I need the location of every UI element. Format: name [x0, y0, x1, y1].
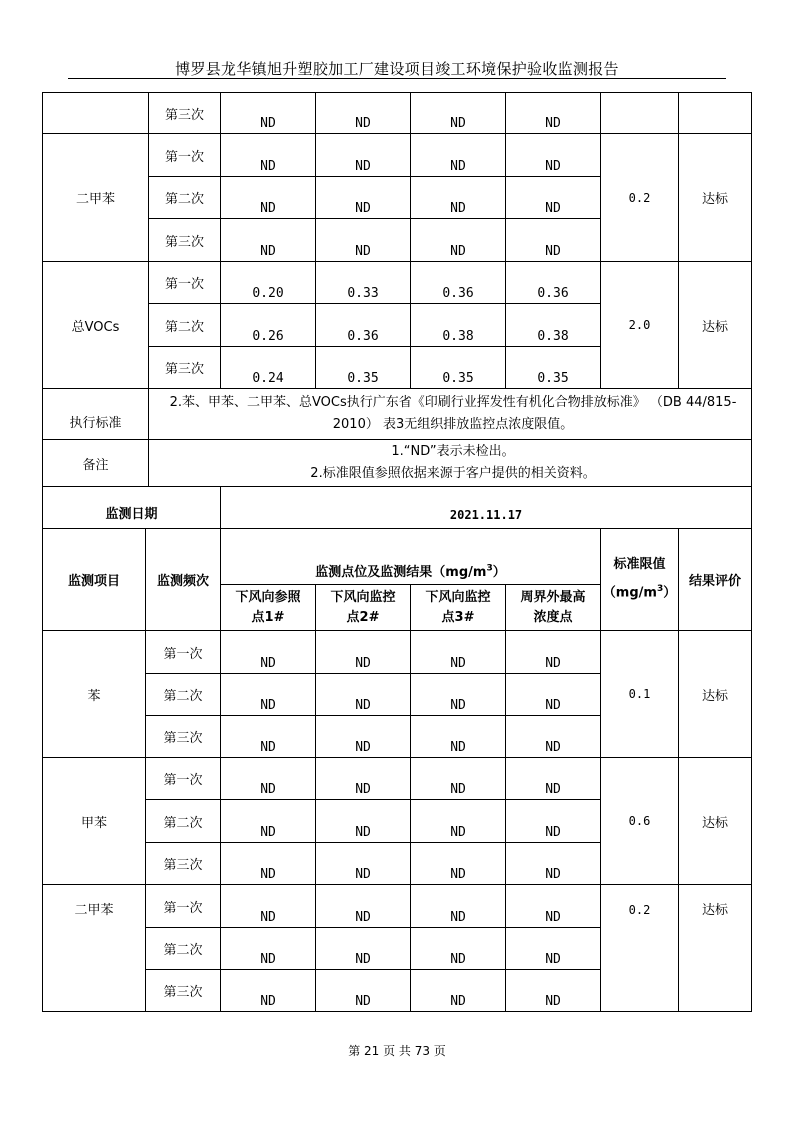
value-cell: 0.24 — [221, 347, 316, 389]
value-cell: ND — [506, 177, 601, 219]
item-cell: 二甲苯 — [43, 885, 146, 1012]
value-cell: ND — [221, 631, 316, 674]
value-cell: ND — [506, 758, 601, 800]
value-cell: ND — [316, 843, 411, 885]
value-cell: ND — [506, 800, 601, 843]
table-row — [43, 262, 752, 304]
value-cell: ND — [411, 716, 506, 758]
table-row — [43, 758, 752, 800]
date-value: 2021.11.17 — [221, 487, 752, 529]
value-cell: ND — [316, 800, 411, 843]
standard-text: 2.苯、甲苯、二甲苯、总VOCs执行广东省《印刷行业挥发性有机化合物排放标准》 （DB 44/815-2010） 表3无组织排放监控点浓度限值。 — [149, 389, 752, 440]
value-cell: ND — [221, 716, 316, 758]
value-cell: ND — [221, 970, 316, 1012]
page-number: 第 21 页 共 73 页 — [348, 1044, 446, 1058]
result-cell: 达标 — [679, 134, 752, 262]
header-rule — [68, 78, 726, 79]
result-cell: 达标 — [679, 262, 752, 389]
col-header-results: 监测点位及监测结果$(mg/m^3)$ — [221, 529, 601, 585]
value-cell: ND — [316, 716, 411, 758]
value-cell: ND — [411, 843, 506, 885]
value-cell: ND — [221, 219, 316, 262]
value-cell: ND — [316, 758, 411, 800]
value-cell: 0.35 — [506, 347, 601, 389]
remark-text — [149, 440, 752, 487]
value-cell: 0.35 — [316, 347, 411, 389]
standard-row — [43, 389, 752, 440]
date-label: 监测日期 — [43, 487, 221, 529]
value-cell: ND — [221, 885, 316, 928]
table-row — [43, 631, 752, 674]
value-cell: ND — [221, 674, 316, 716]
item-cell: 总VOCs — [43, 262, 149, 389]
limit-cell: 0.2 — [601, 134, 679, 262]
value-cell: ND — [506, 93, 601, 134]
freq-cell: 第三次 — [149, 93, 221, 134]
limit-cell: 0.6 — [601, 758, 679, 885]
item-cell: 甲苯 — [43, 758, 146, 885]
value-cell: ND — [411, 758, 506, 800]
freq-cell: 第一次 — [149, 134, 221, 177]
value-cell: ND — [316, 674, 411, 716]
value-cell: ND — [506, 134, 601, 177]
freq-cell: 第二次 — [146, 800, 221, 843]
value-cell: ND — [411, 928, 506, 970]
remark-row — [43, 440, 752, 487]
value-cell: ND — [316, 134, 411, 177]
value-cell: 0.36 — [316, 304, 411, 347]
table-row — [43, 134, 752, 177]
value-cell: ND — [506, 674, 601, 716]
freq-cell: 第一次 — [146, 758, 221, 800]
point-header: 下风向监控 点2# — [316, 585, 411, 631]
limit-cell: 2.0 — [601, 262, 679, 389]
value-cell: ND — [221, 177, 316, 219]
value-cell: ND — [411, 93, 506, 134]
point-header: 下风向参照 点1# — [221, 585, 316, 631]
limit-cell: 0.2 — [601, 885, 679, 1012]
value-cell: ND — [506, 885, 601, 928]
value-cell: ND — [316, 970, 411, 1012]
value-cell: 0.38 — [506, 304, 601, 347]
monitoring-table-2021-11-17 — [42, 486, 752, 1012]
value-cell: 0.36 — [411, 262, 506, 304]
item-cell — [43, 93, 149, 134]
freq-cell: 第三次 — [149, 219, 221, 262]
value-cell: ND — [411, 674, 506, 716]
value-cell: ND — [221, 93, 316, 134]
value-cell: ND — [221, 134, 316, 177]
monitoring-table-continued — [42, 92, 752, 487]
table-row — [43, 885, 752, 928]
result-cell — [679, 93, 752, 134]
freq-cell: 第一次 — [146, 885, 221, 928]
item-cell: 苯 — [43, 631, 146, 758]
result-cell: 达标 — [679, 885, 752, 1012]
point-header: 周界外最高 浓度点 — [506, 585, 601, 631]
freq-cell: 第二次 — [146, 674, 221, 716]
value-cell: ND — [411, 885, 506, 928]
value-cell: ND — [221, 843, 316, 885]
value-cell: ND — [316, 219, 411, 262]
value-cell: 0.33 — [316, 262, 411, 304]
value-cell: 0.38 — [411, 304, 506, 347]
remark-label: 备注 — [43, 440, 149, 487]
value-cell: ND — [221, 758, 316, 800]
value-cell: 0.36 — [506, 262, 601, 304]
freq-cell: 第三次 — [146, 970, 221, 1012]
value-cell: ND — [506, 843, 601, 885]
col-header-eval: 结果评价 — [679, 529, 752, 631]
value-cell: ND — [316, 631, 411, 674]
standard-label: 执行标准 — [43, 389, 149, 440]
col-header-limit: 标准限值 $(mg/m^3)$ — [601, 529, 679, 631]
freq-cell: 第三次 — [146, 716, 221, 758]
value-cell: ND — [411, 177, 506, 219]
remark-line: 1.“ND”表示未检出。 — [391, 444, 515, 459]
header-row — [43, 529, 752, 585]
value-cell: ND — [411, 631, 506, 674]
freq-cell: 第一次 — [149, 262, 221, 304]
value-cell: ND — [221, 928, 316, 970]
value-cell: 0.35 — [411, 347, 506, 389]
freq-cell: 第二次 — [149, 177, 221, 219]
value-cell: ND — [506, 928, 601, 970]
value-cell: ND — [411, 134, 506, 177]
value-cell: ND — [316, 177, 411, 219]
value-cell: ND — [316, 885, 411, 928]
value-cell: 0.20 — [221, 262, 316, 304]
freq-cell: 第三次 — [146, 843, 221, 885]
value-cell: ND — [316, 93, 411, 134]
result-cell: 达标 — [679, 631, 752, 758]
table-row — [43, 93, 752, 134]
value-cell: ND — [411, 800, 506, 843]
freq-cell: 第二次 — [149, 304, 221, 347]
freq-cell: 第三次 — [149, 347, 221, 389]
freq-cell: 第一次 — [146, 631, 221, 674]
limit-cell: 0.1 — [601, 631, 679, 758]
date-row — [43, 487, 752, 529]
col-header-item: 监测项目 — [43, 529, 146, 631]
remark-line: 2.标准限值参照依据来源于客户提供的相关资料。 — [310, 466, 596, 481]
value-cell: ND — [316, 928, 411, 970]
value-cell: ND — [506, 219, 601, 262]
value-cell: ND — [506, 716, 601, 758]
item-cell: 二甲苯 — [43, 134, 149, 262]
value-cell: ND — [506, 631, 601, 674]
value-cell: 0.26 — [221, 304, 316, 347]
result-cell: 达标 — [679, 758, 752, 885]
value-cell: ND — [411, 219, 506, 262]
freq-cell: 第二次 — [146, 928, 221, 970]
limit-cell — [601, 93, 679, 134]
col-header-freq: 监测频次 — [146, 529, 221, 631]
value-cell: ND — [221, 800, 316, 843]
point-header: 下风向监控 点3# — [411, 585, 506, 631]
value-cell: ND — [411, 970, 506, 1012]
value-cell: ND — [506, 970, 601, 1012]
report-title: 博罗县龙华镇旭升塑胶加工厂建设项目竣工环境保护验收监测报告 — [175, 60, 619, 78]
